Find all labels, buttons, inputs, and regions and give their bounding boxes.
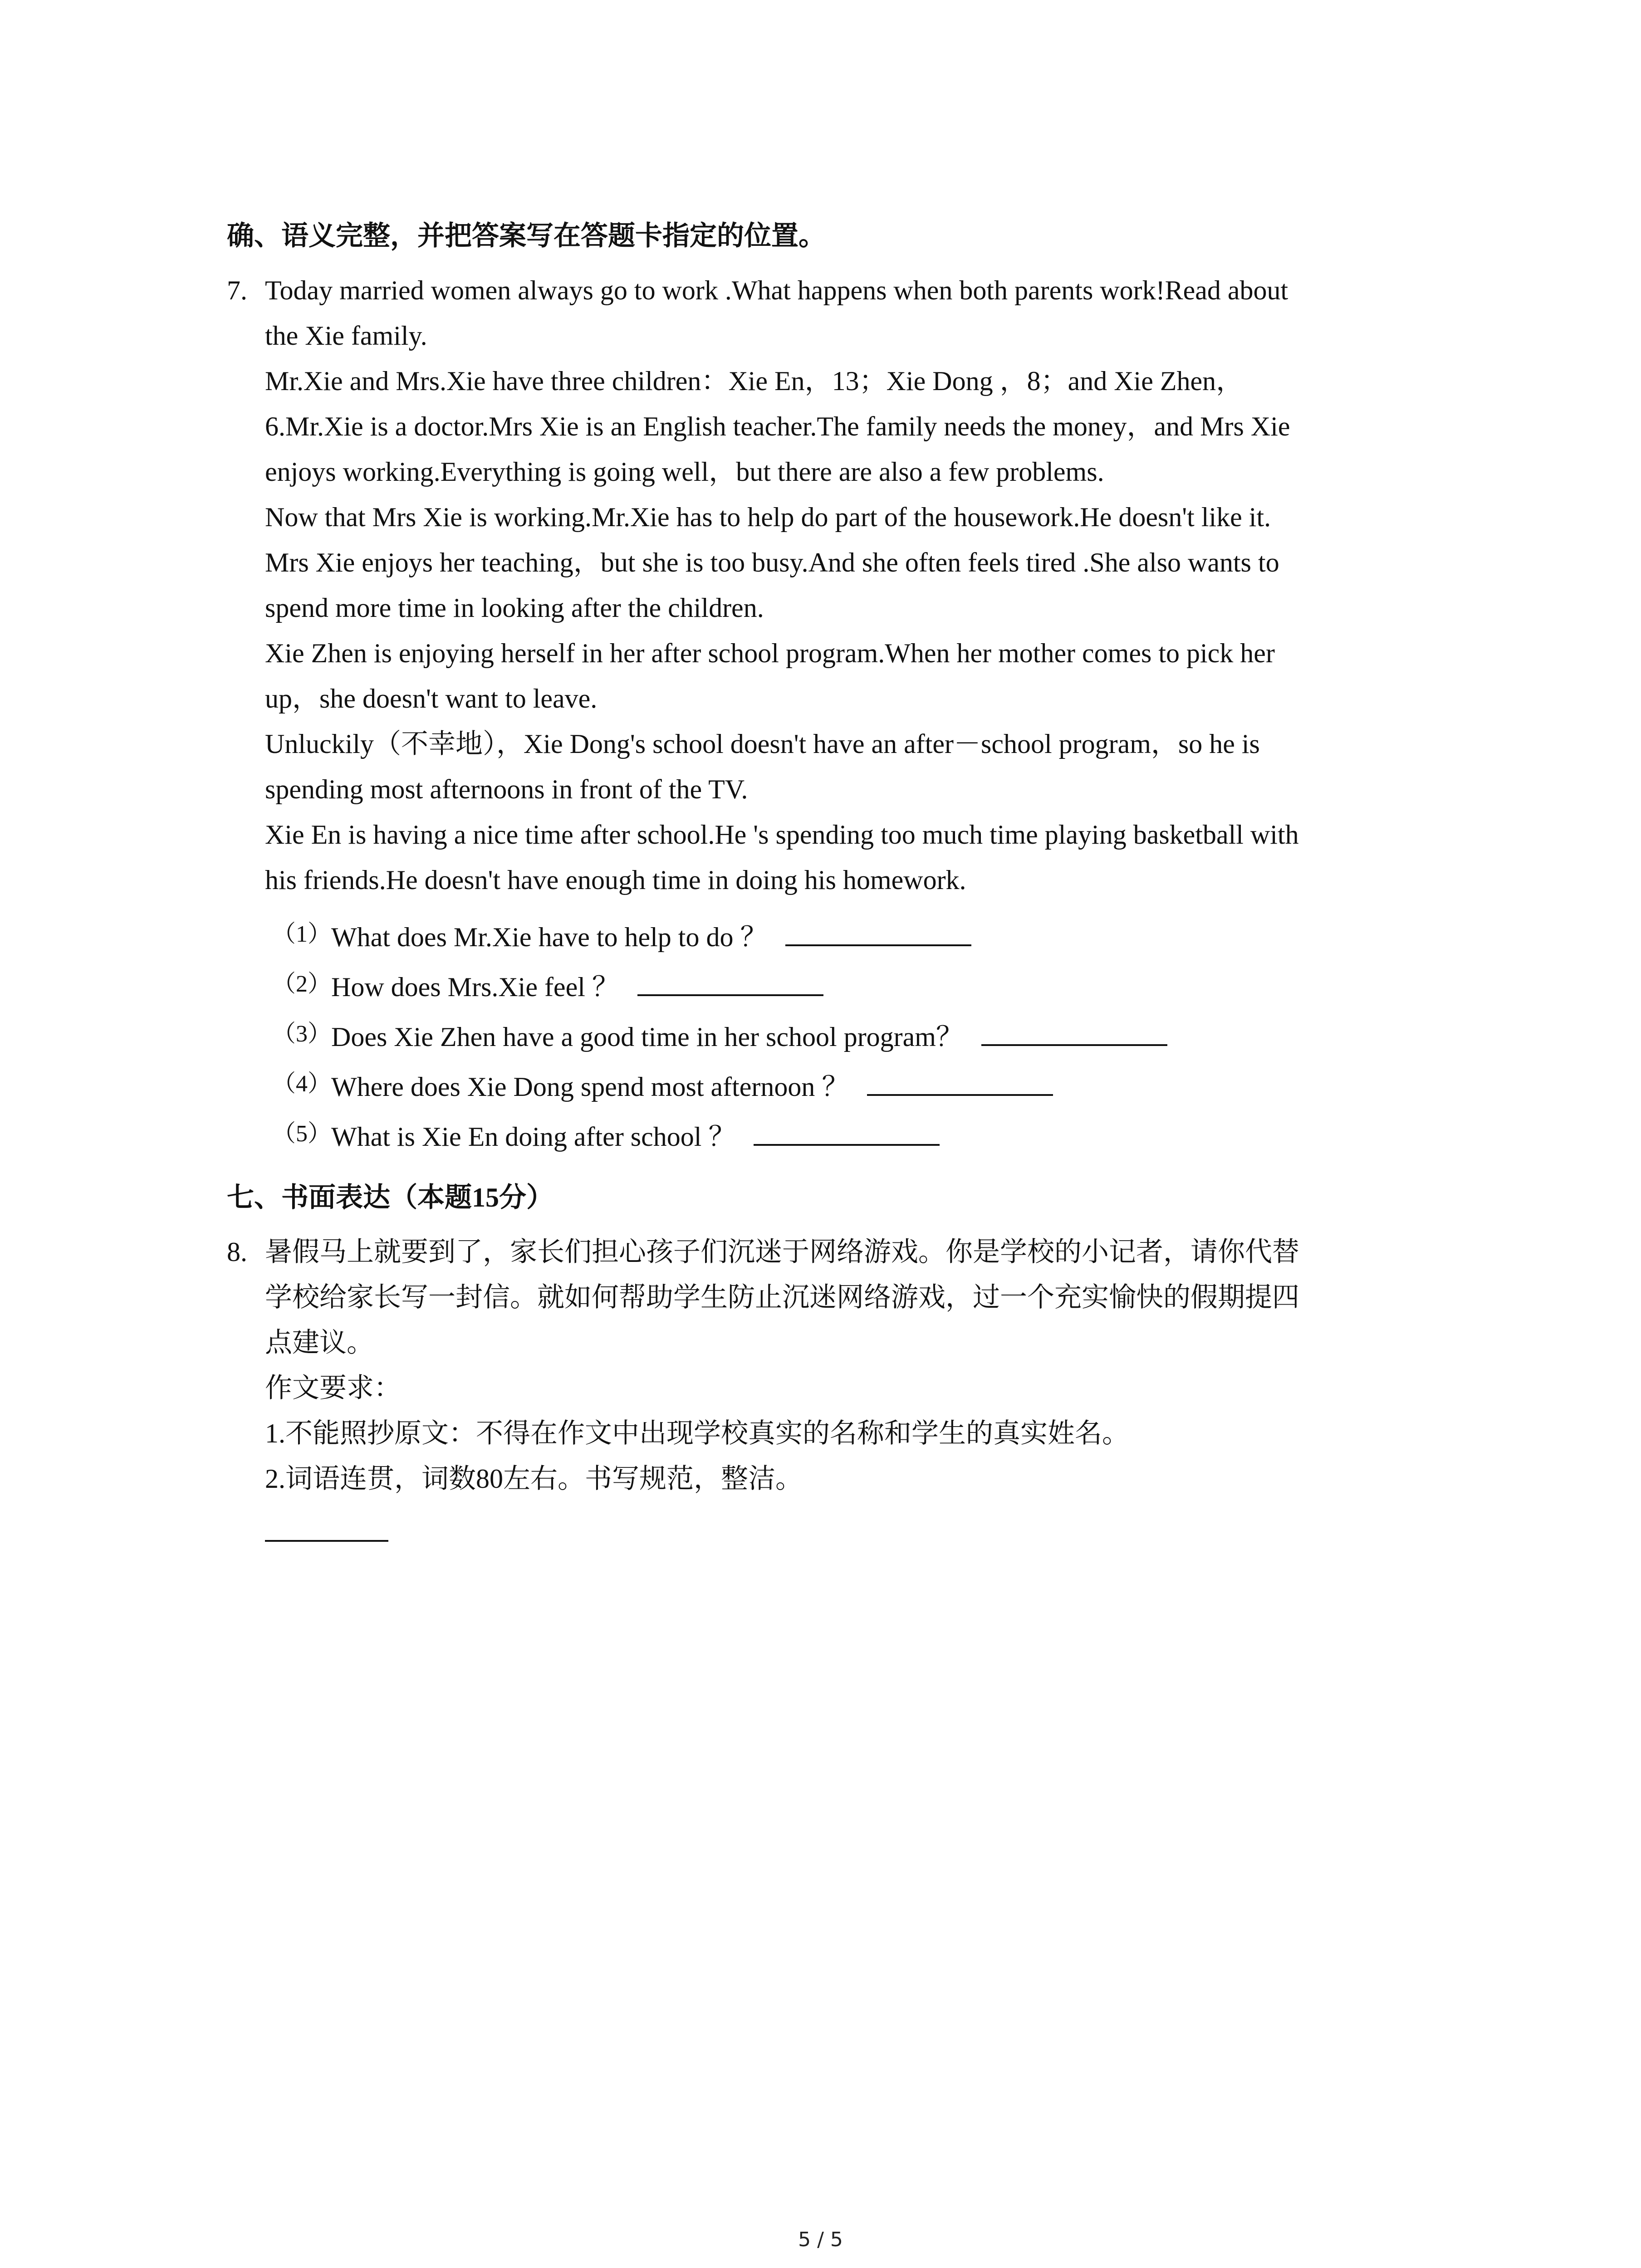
passage-line: up，she doesn't want to leave. xyxy=(265,684,598,714)
sub-question-text: Does Xie Zhen have a good time in her school program？ xyxy=(331,1022,963,1052)
answer-blank[interactable] xyxy=(637,969,823,996)
passage-line: Unluckily（不幸地），Xie Dong's school doesn't have an after－school program，so he is xyxy=(265,729,1260,759)
sub-question-5 xyxy=(272,1116,940,1155)
sub-question-number: （1） xyxy=(272,921,332,947)
sub-question-text: How does Mrs.Xie feel ？ xyxy=(331,972,619,1002)
passage-line: Today married women always go to work .What happens when both parents work!Read about xyxy=(265,275,1288,305)
passage-line: the Xie family. xyxy=(265,321,427,351)
section-title-writing: 七、书面表达（本题15分） xyxy=(227,1183,554,1212)
sub-question-text: What does Mr.Xie have to help to do ？ xyxy=(331,922,768,952)
sub-question-number: （3） xyxy=(272,1021,332,1047)
passage-line: Mr.Xie and Mrs.Xie have three children：Xie En，13；Xie Dong ，8；and Xie Zhen， xyxy=(265,366,1244,396)
sub-question-text: What is Xie En doing after school ？ xyxy=(331,1122,736,1152)
requirements-heading: 作文要求： xyxy=(265,1373,401,1403)
passage-line: enjoys working.Everything is going well，but there are also a few problems. xyxy=(265,457,1104,487)
answer-blank[interactable] xyxy=(867,1069,1053,1096)
sub-question-text: Where does Xie Dong spend most afternoon ？ xyxy=(331,1072,849,1102)
page-number: 5 / 5 xyxy=(798,2228,843,2251)
prompt-line: 点建议。 xyxy=(265,1328,374,1358)
passage-line: 6.Mr.Xie is a doctor.Mrs Xie is an English teacher.The family needs the money，and Mrs Xie xyxy=(265,411,1290,441)
passage-line: Xie Zhen is enjoying herself in her after school program.When her mother comes to pick her xyxy=(265,638,1275,668)
requirement-1: 1.不能照抄原文：不得在作文中出现学校真实的名称和学生的真实姓名。 xyxy=(265,1418,1129,1448)
passage-line: Xie En is having a nice time after school.He 's spending too much time playing basketball with xyxy=(265,820,1299,850)
question-7-number: 7. xyxy=(227,275,247,305)
sub-question-number: （2） xyxy=(272,971,332,997)
section-heading-continued: 确、语义完整，并把答案写在答题卡指定的位置。 xyxy=(227,221,826,251)
sub-question-3 xyxy=(272,1016,1167,1055)
answer-blank[interactable] xyxy=(754,1119,940,1146)
sub-question-2 xyxy=(272,966,823,1005)
answer-blank[interactable] xyxy=(785,919,971,946)
sub-question-4 xyxy=(272,1066,1053,1105)
passage-line: spend more time in looking after the children. xyxy=(265,593,764,623)
sub-question-number: （5） xyxy=(272,1121,332,1147)
passage-line: spending most afternoons in front of the TV. xyxy=(265,774,748,804)
prompt-line: 学校给家长写一封信。就如何帮助学生防止沉迷网络游戏，过一个充实愉快的假期提四 xyxy=(265,1282,1299,1312)
passage-line: his friends.He doesn't have enough time in doing his homework. xyxy=(265,865,966,895)
passage-line: Now that Mrs Xie is working.Mr.Xie has to help do part of the housework.He doesn't like it. xyxy=(265,502,1271,532)
sub-question-number: （4） xyxy=(272,1071,332,1097)
essay-answer-blank[interactable] xyxy=(265,1540,388,1542)
sub-question-1 xyxy=(272,916,971,955)
passage-line: Mrs Xie enjoys her teaching，but she is too busy.And she often feels tired .She also wants to xyxy=(265,547,1279,577)
question-8-number: 8. xyxy=(227,1237,247,1267)
prompt-line: 暑假马上就要到了，家长们担心孩子们沉迷于网络游戏。你是学校的小记者，请你代替 xyxy=(265,1237,1299,1267)
requirement-2: 2.词语连贯，词数80左右。书写规范，整洁。 xyxy=(265,1464,803,1494)
answer-blank[interactable] xyxy=(981,1019,1167,1046)
